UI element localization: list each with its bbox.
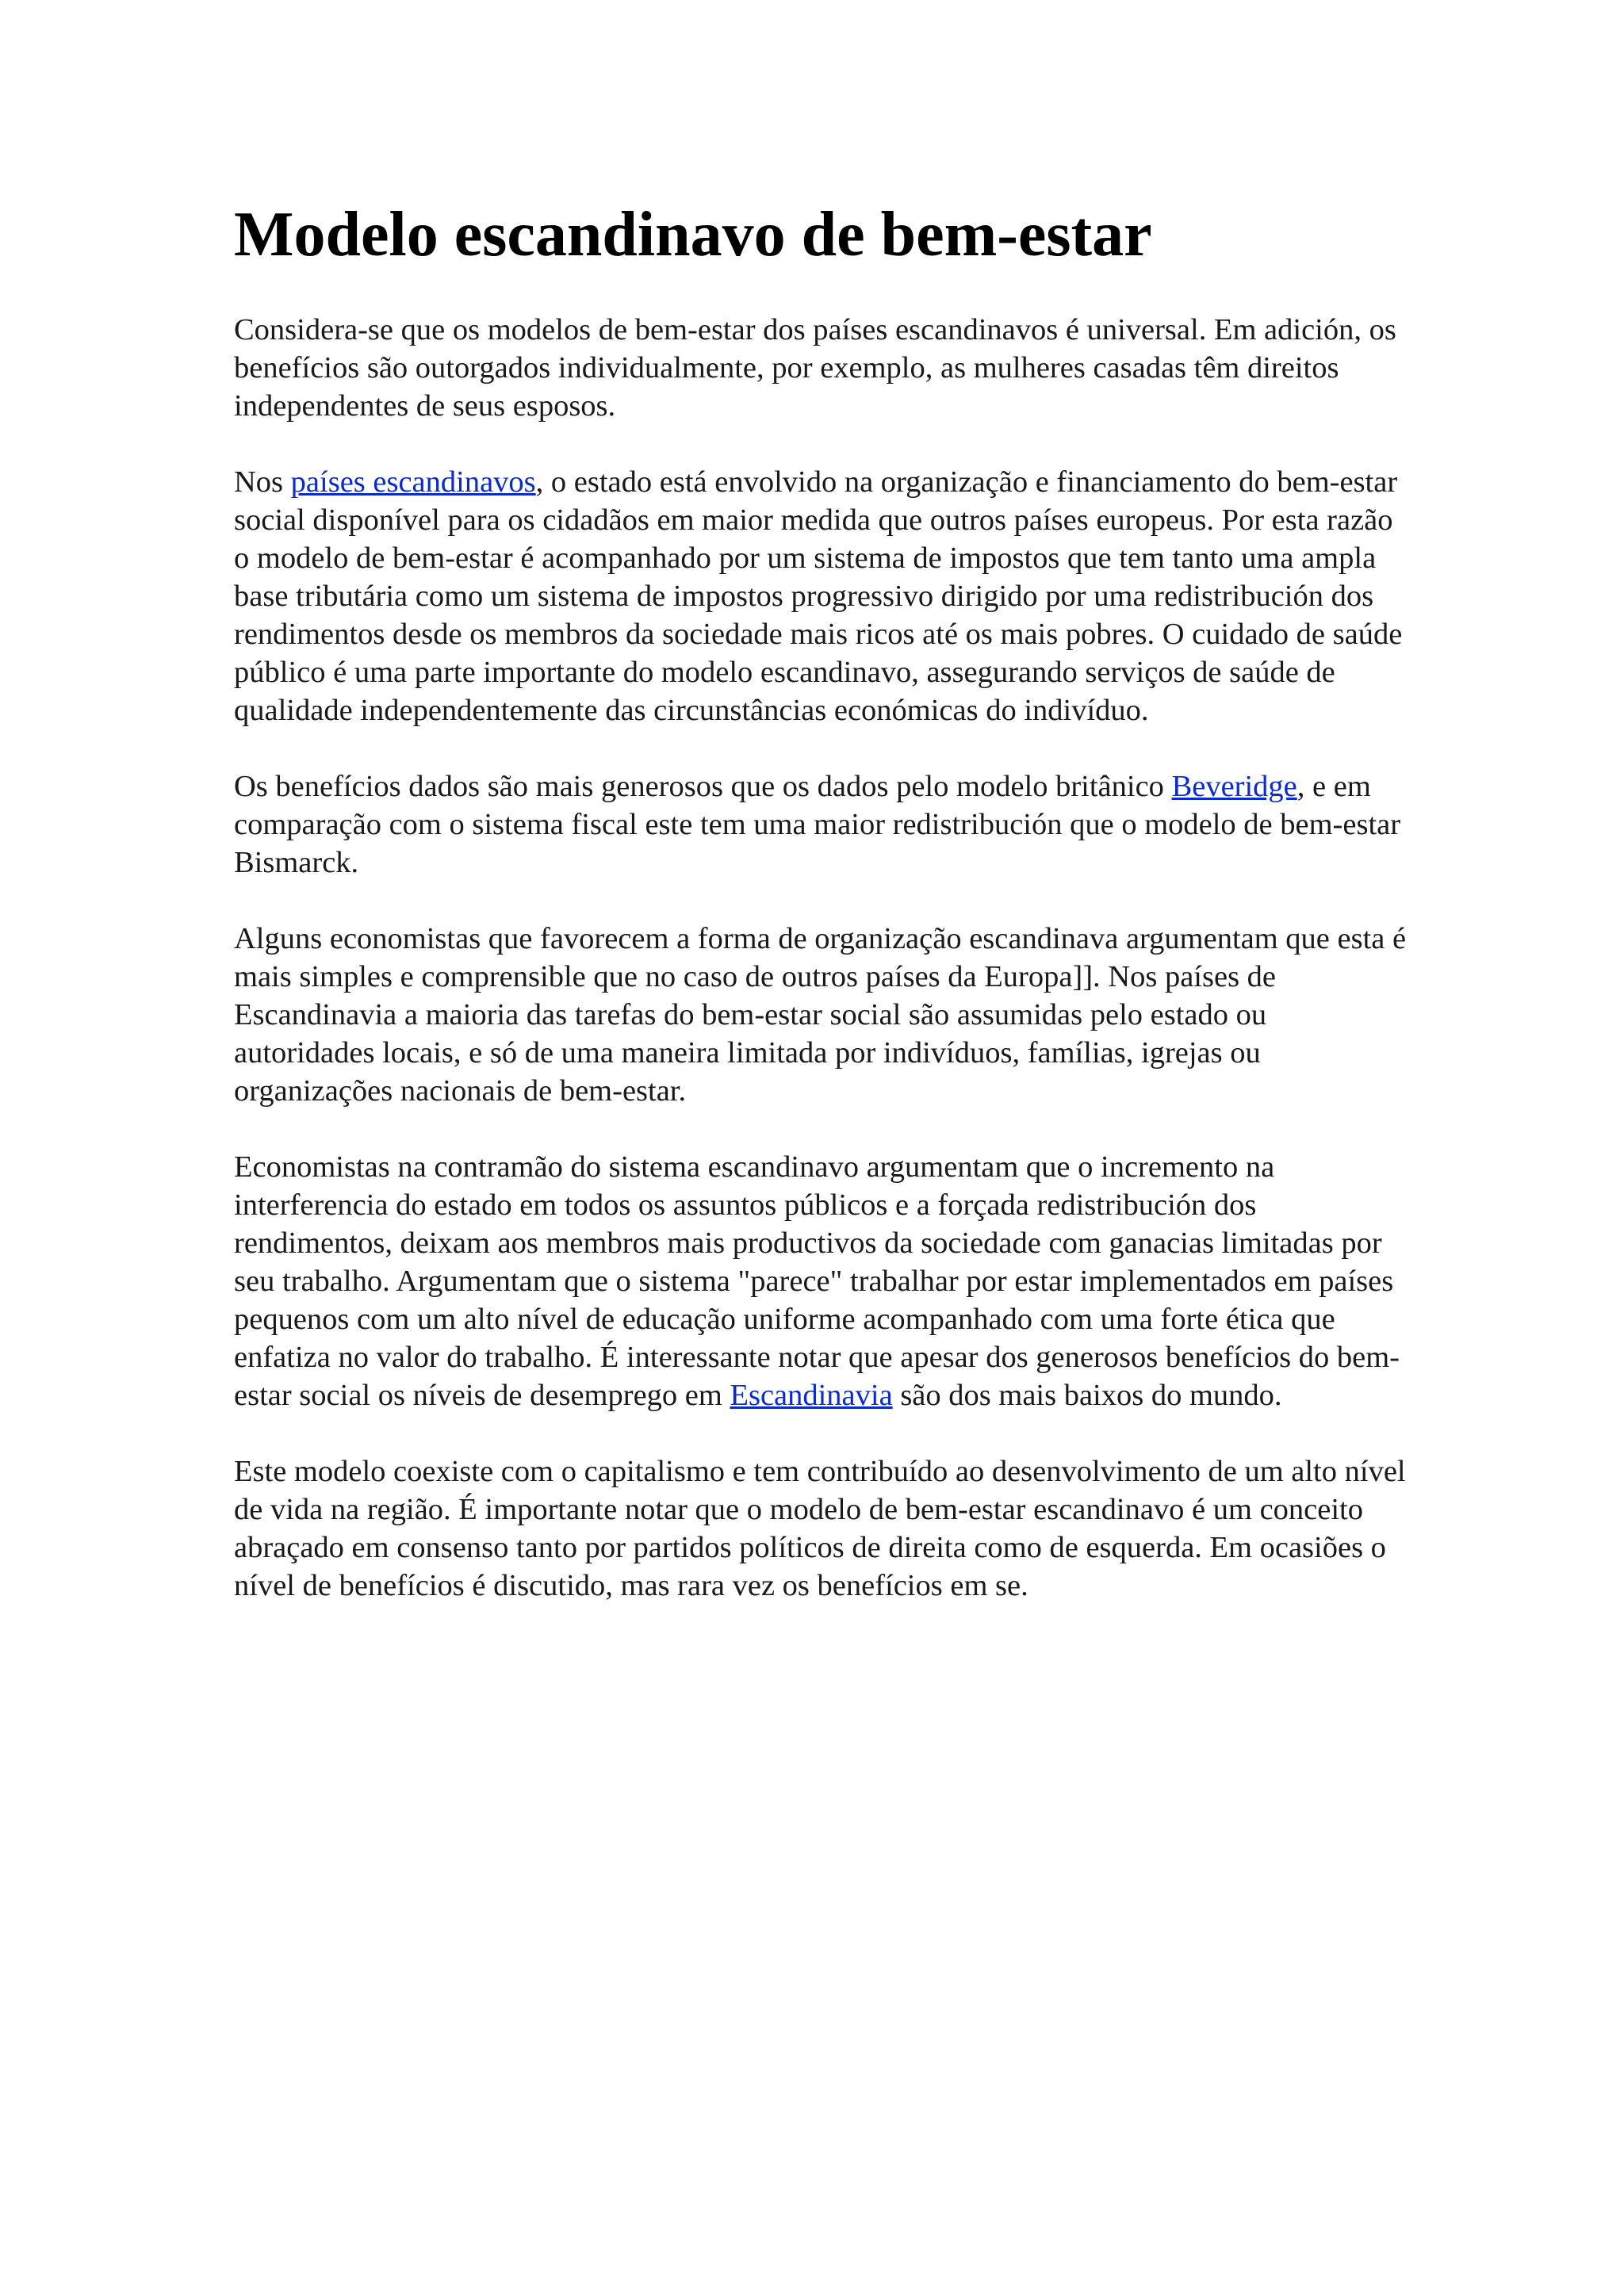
document-page: [234, 197, 1408, 1643]
paragraph-5-text-after: são dos mais baixos do mundo.: [892, 1379, 1282, 1412]
paragraph-3-text-after: , e em comparação com o sistema fiscal este tem uma maior redistribución que o modelo de bem-estar Bismarck.: [234, 770, 1401, 879]
paragraph-5: [234, 1148, 1408, 1414]
paragraph-2-text-before: Nos: [234, 465, 291, 499]
paragraph-2-text-after: , o estado está envolvido na organização e financiamento do bem-estar social disponível para os cidadãos em maior medida que outros países europeus. Por esta razão o modelo de bem-estar é acompanhado por um sistema de impostos que tem tanto uma ampla base tributária como um sistema de impostos progressivo dirigido por uma redistribución dos rendimentos desde os membros da sociedade mais ricos até os mais pobres. O cuidado de saúde público é uma parte importante do modelo escandinavo, assegurando serviços de saúde de qualidade independentemente das circunstâncias económicas do indivíduo.: [234, 465, 1403, 727]
paragraph-3-text-before: Os benefícios dados são mais generosos que os dados pelo modelo britânico: [234, 770, 1172, 803]
paragraph-2: [234, 463, 1408, 729]
page-title: Modelo escandinavo de bem-estar: [234, 200, 1152, 270]
paragraph-3: [234, 767, 1408, 882]
link-escandinavia[interactable]: Escandinavia: [730, 1379, 893, 1412]
link-paises-escandinavos[interactable]: países escandinavos: [290, 465, 536, 499]
paragraph-1: Considera-se que os modelos de bem-estar dos países escandinavos é universal. Em adición, os benefícios são outorgados individualmente, por exemplo, as mulheres casadas têm direitos independentes de seus esposos.: [234, 313, 1396, 423]
link-beveridge[interactable]: Beveridge: [1171, 770, 1297, 803]
paragraph-5-text-before: Economistas na contramão do sistema escandinavo argumentam que o incremento na interferencia do estado em todos os assuntos públicos e a forçada redistribución dos rendimentos, deixam aos membros mais productivos da sociedade com ganacias limitadas por seu trabalho. Argumentam que o sistema "parece" trabalhar por estar implementados em países pequenos com um alto nível de educação uniforme acompanhado com uma forte ética que enfatiza no valor do trabalho. É interessante notar que apesar dos generosos benefícios do bem-estar social os níveis de desemprego em: [234, 1150, 1400, 1412]
paragraph-4: Alguns economistas que favorecem a forma de organização escandinava argumentam que esta é mais simples e comprensible que no caso de outros países da Europa]]. Nos países de Escandinavia a maioria das tarefas do bem-estar social são assumidas pelo estado ou autoridades locais, e só de uma maneira limitada por indivíduos, famílias, igrejas ou organizações nacionais de bem-estar.: [234, 922, 1407, 1108]
paragraph-6: Este modelo coexiste com o capitalismo e tem contribuído ao desenvolvimento de um alto nível de vida na região. É importante notar que o modelo de bem-estar escandinavo é um conceito abraçado em consenso tanto por partidos políticos de direita como de esquerda. Em ocasiões o nível de benefícios é discutido, mas rara vez os benefícios em se.: [234, 1455, 1406, 1602]
